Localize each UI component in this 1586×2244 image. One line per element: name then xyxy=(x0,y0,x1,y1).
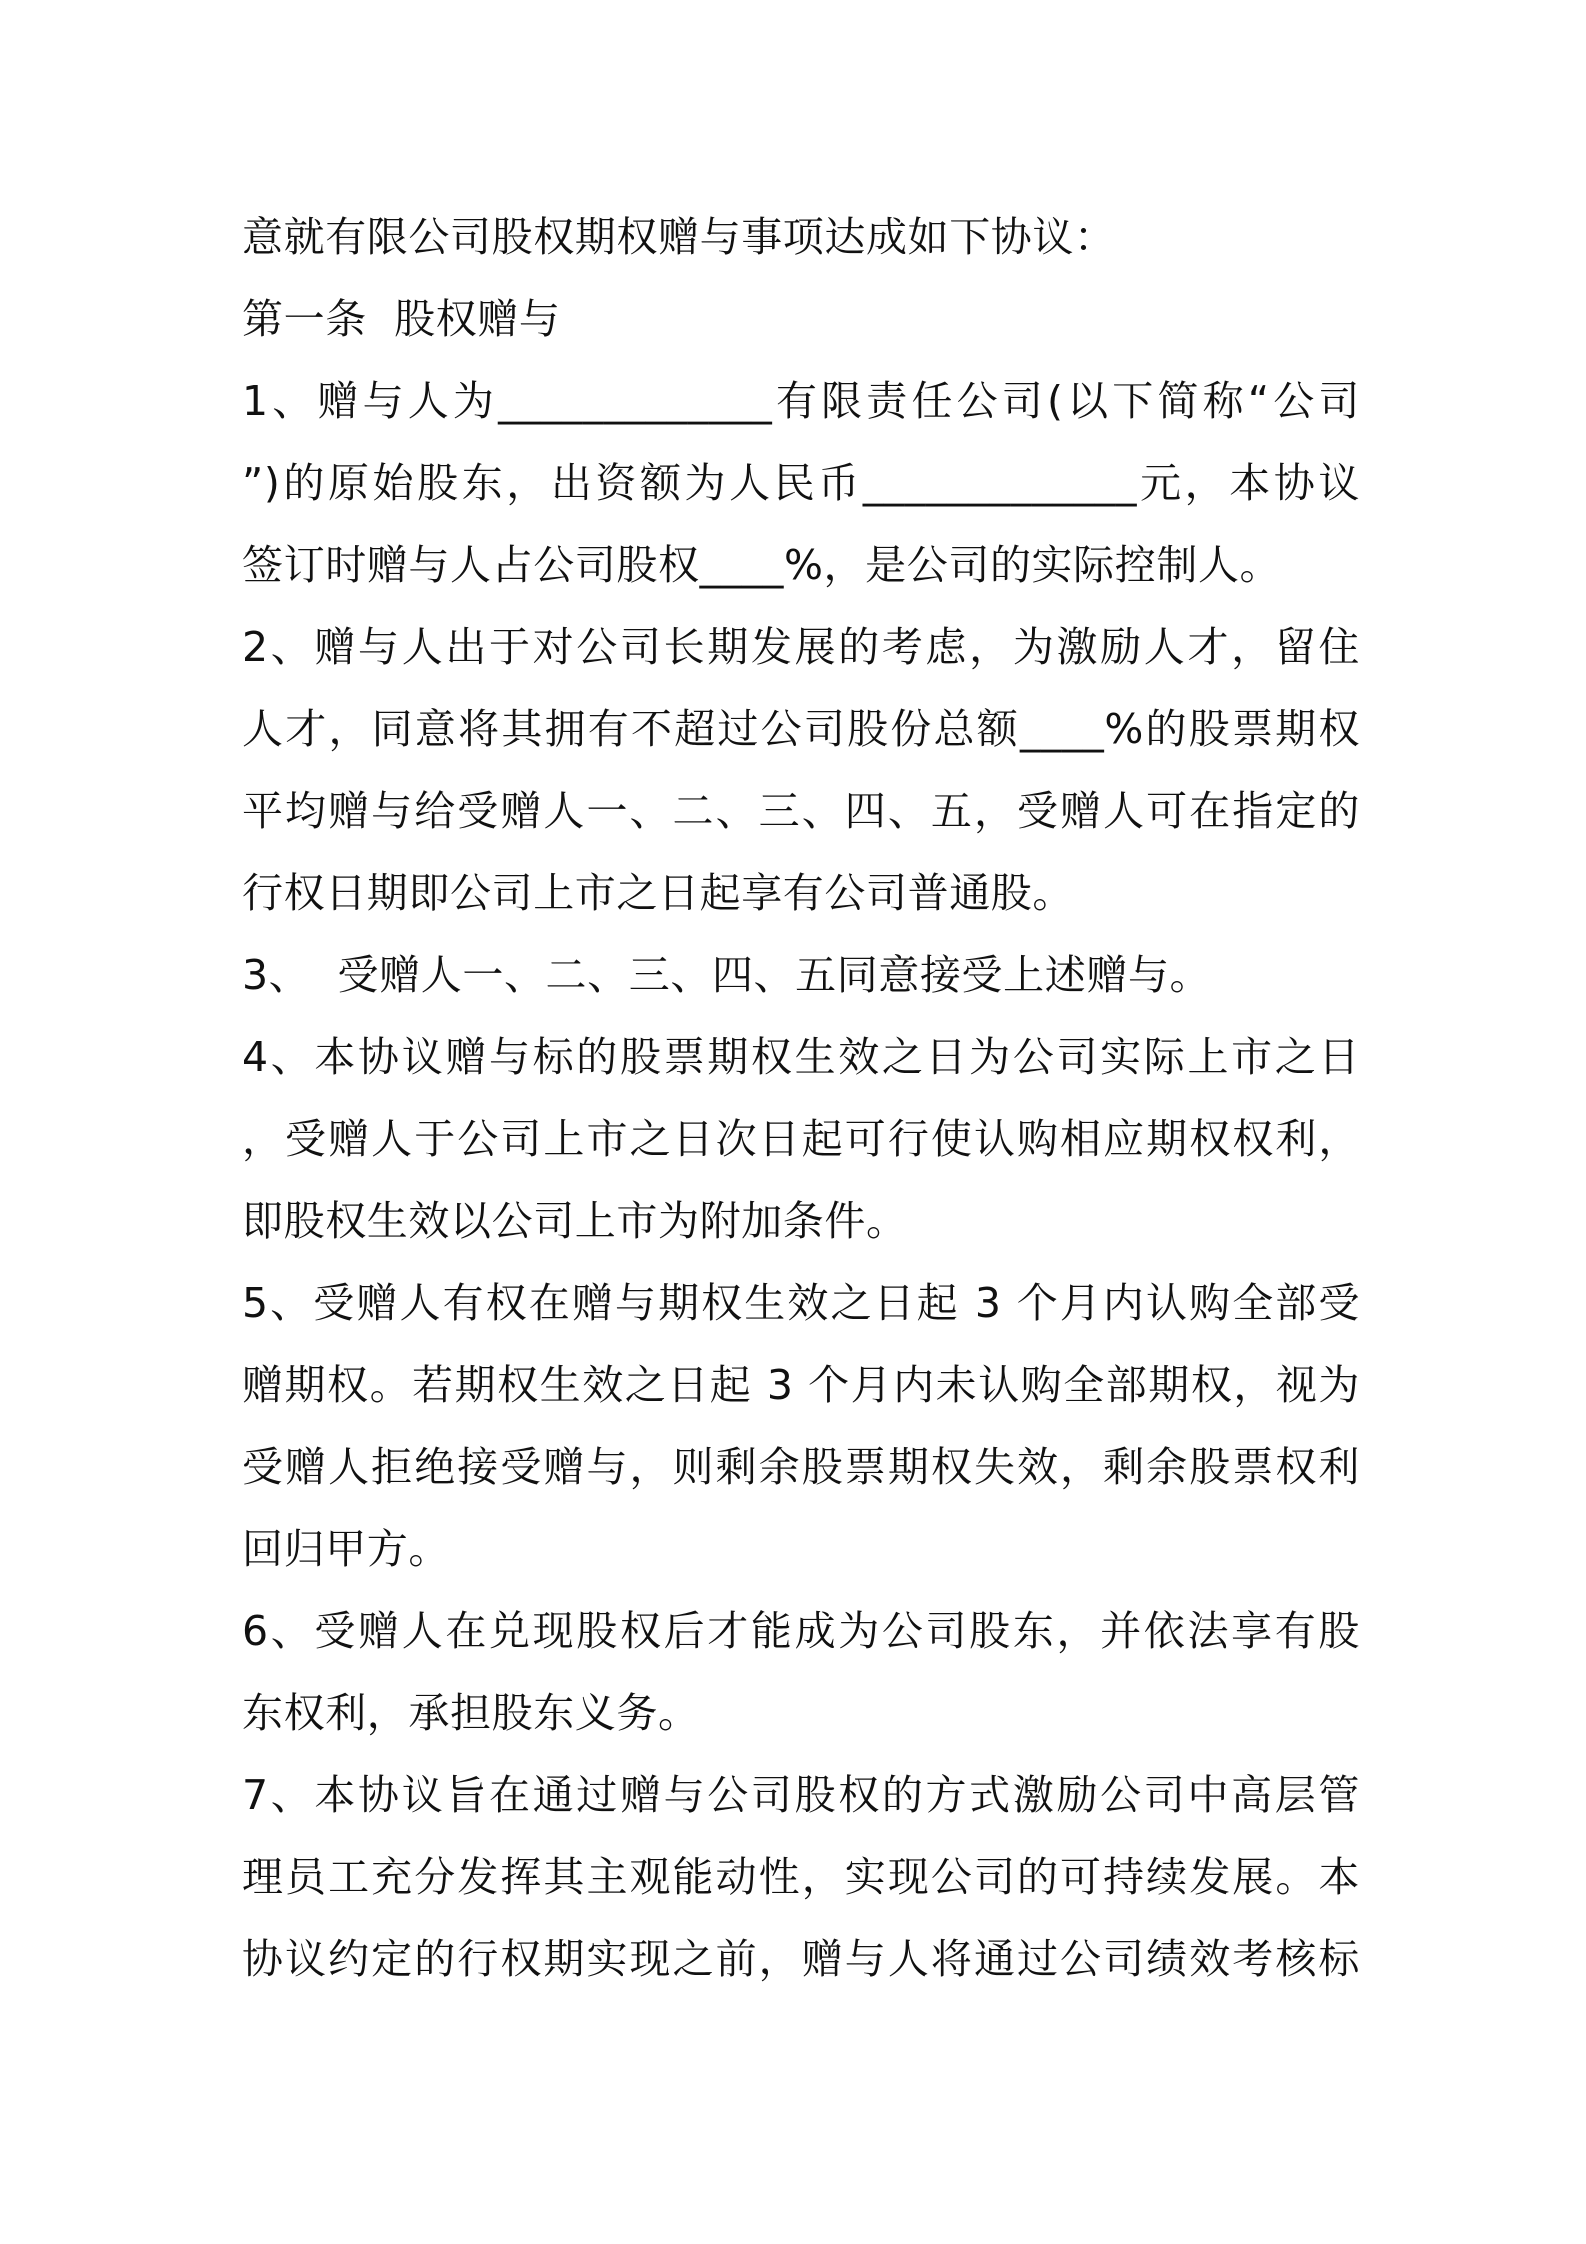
text-line: 受赠人拒绝接受赠与，则剩余股票期权失效，剩余股票权利 xyxy=(242,1443,1360,1491)
text-line: 1、赠与人为_____________有限责任公司(以下简称“公司 xyxy=(242,377,1360,425)
text-line: 2、赠与人出于对公司长期发展的考虑，为激励人才，留住 xyxy=(242,623,1360,671)
text-line: 协议约定的行权期实现之前，赠与人将通过公司绩效考核标 xyxy=(242,1935,1360,1983)
text-line: 5、受赠人有权在赠与期权生效之日起 3 个月内认购全部受 xyxy=(242,1279,1360,1327)
text-line: 4、本协议赠与标的股票期权生效之日为公司实际上市之日 xyxy=(242,1033,1360,1081)
text-line: 签订时赠与人占公司股权____%，是公司的实际控制人。 xyxy=(242,541,1282,589)
text-line: 平均赠与给受赠人一、二、三、四、五，受赠人可在指定的 xyxy=(242,787,1360,835)
text-line: 东权利，承担股东义务。 xyxy=(242,1689,700,1737)
text-line: 人才，同意将其拥有不超过公司股份总额____%的股票期权 xyxy=(242,705,1360,753)
text-line: 意就有限公司股权期权赠与事项达成如下协议： xyxy=(242,213,1116,261)
document-body xyxy=(242,196,1360,2000)
text-line: 6、受赠人在兑现股权后才能成为公司股东，并依法享有股 xyxy=(242,1607,1360,1655)
text-line: 行权日期即公司上市之日起享有公司普通股。 xyxy=(242,869,1074,917)
text-line: 回归甲方。 xyxy=(242,1525,450,1573)
text-line: 理员工充分发挥其主观能动性，实现公司的可持续发展。本 xyxy=(242,1853,1360,1901)
text-line: 3、 受赠人一、二、三、四、五同意接受上述赠与。 xyxy=(242,951,1212,999)
text-line: ，受赠人于公司上市之日次日起可行使认购相应期权权利， xyxy=(242,1115,1360,1163)
text-line: 即股权生效以公司上市为附加条件。 xyxy=(242,1197,908,1245)
section-heading: 第一条 股权赠与 xyxy=(242,295,561,343)
text-line: ”)的原始股东，出资额为人民币_____________元，本协议 xyxy=(242,459,1360,507)
text-line: 7、本协议旨在通过赠与公司股权的方式激励公司中高层管 xyxy=(242,1771,1360,1819)
text-line: 赠期权。若期权生效之日起 3 个月内未认购全部期权，视为 xyxy=(242,1361,1360,1409)
